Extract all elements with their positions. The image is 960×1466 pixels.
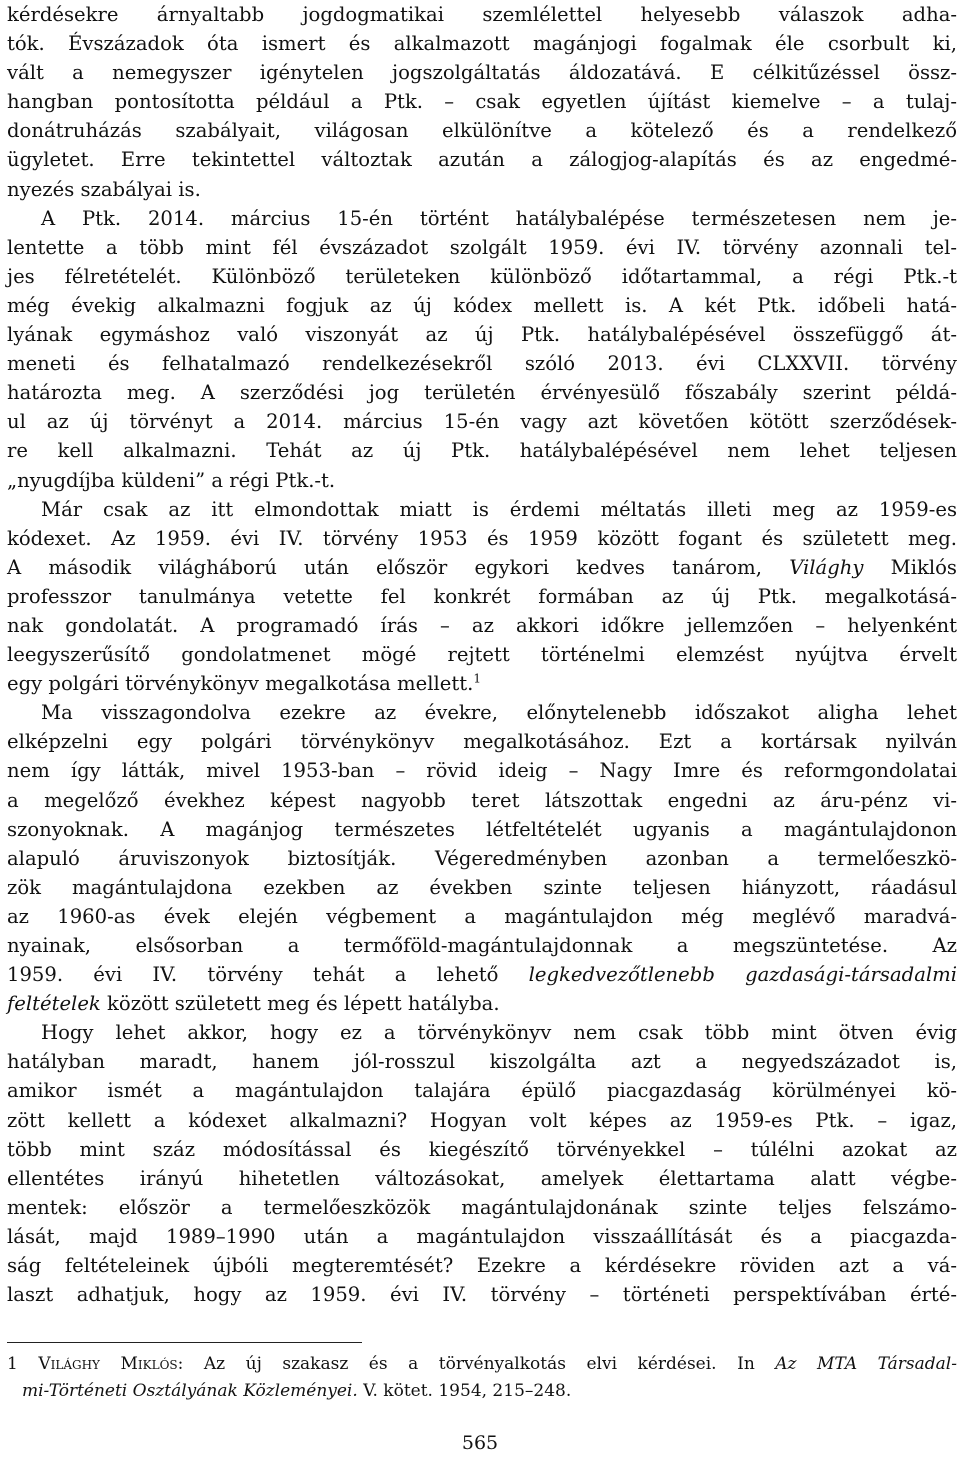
text-line: feltételek között született meg és lépett hatályba. — [7, 992, 500, 1016]
text-line: mentek: először a termelőeszközök magántulajdonának szinte teljes felszámo- — [7, 1195, 957, 1219]
footnote-title: Az új szakasz és a törvényalkotás elvi kérdései. In — [183, 1354, 776, 1374]
text-line: 1959. évi IV. törvény tehát a lehető legkedvezőtlenebb gazdasági-társadalmi — [7, 963, 958, 987]
text-line: ul az új törvényt a 2014. március 15-én vagy azt követően kötött szerződések- — [7, 410, 957, 434]
text-line: lyának egymáshoz való viszonyát az új Ptk. hatálybalépésével összefüggő át- — [7, 323, 957, 347]
text-line: határozta meg. A szerződési jog területén érvényesülő főszabály szerint példá- — [7, 381, 957, 405]
footnote-line-2 — [7, 1378, 957, 1405]
footnote-journal-start: Az MTA Társadal- — [775, 1354, 957, 1374]
text-line: még évekig alkalmazni fogjuk az új kódex mellett is. A két Ptk. időbeli hatá- — [7, 293, 957, 317]
body-text — [7, 0, 957, 1309]
text-line: laszt adhatjuk, hogy az 1959. évi IV. törvény – történeti perspektívában érté- — [7, 1283, 957, 1307]
footnote-line-1 — [7, 1351, 957, 1378]
footnote-author: Világhy Miklós: — [38, 1354, 184, 1374]
text-line: nem így látták, mivel 1953-ban – rövid ideig – Nagy Imre és reformgondolatai — [7, 759, 957, 783]
text-line: jes félretételét. Különböző területeken különböző időtartammal, a régi Ptk.-t — [7, 264, 957, 288]
text-line: szonyoknak. A magánjog természetes létfeltételét ugyanis a magántulajdonon — [7, 817, 957, 841]
text-line: nyezés szabályai is. — [7, 177, 201, 201]
text-line: alapuló áruviszonyok biztosítják. Végeredményben azonban a termelőeszkö- — [7, 846, 957, 870]
text-line: nyainak, elsősorban a termőföld-magántulajdonnak a megszüntetése. Az — [7, 934, 957, 957]
text-line: egy polgári törvénykönyv megalkotása mellett.$^1$ — [7, 671, 481, 696]
text-line: Ma visszagondolva ezekre az évekre, előnytelenebb időszakot aligha lehet — [41, 701, 957, 725]
text-line: az 1960-as évek elején végbement a magántulajdon még meglévő maradvá- — [7, 904, 957, 928]
text-line: ság feltételeinek újbóli megteremtését? Ezekre a kérdésekre röviden azt a vá- — [7, 1254, 957, 1278]
text-line: zött kellett a kódexet alkalmazni? Hogyan volt képes az 1959-es Ptk. – igaz, — [7, 1108, 957, 1132]
page-number: 565 — [461, 1432, 499, 1454]
text-line: zök magántulajdona ezekben az években szinte teljesen hiányzott, ráadásul — [7, 875, 957, 899]
text-line: hatályban maradt, hanem jól-rosszul kiszolgálta azt a negyedszázadot is, — [7, 1050, 957, 1074]
text-line: lentette a több mint fél évszázadot szolgált 1959. évi IV. törvény azonnali tel- — [7, 235, 957, 259]
text-line: kérdésekre árnyaltabb jogdogmatikai szemlélettel helyesebb válaszok adha- — [7, 3, 957, 26]
text-line: elképzelni egy polgári törvénykönyv megalkotásához. Ezt a kortársak nyilván — [7, 730, 957, 754]
text-line: A második világháború után először egykori kedves tanárom, Világhy Miklós — [7, 555, 957, 579]
text-line: Már csak az itt elmondottak miatt is érdemi méltatás illeti meg az 1959-es — [41, 497, 957, 521]
text-line: meneti és felhatalmazó rendelkezésekről szóló 2013. évi CLXXVII. törvény — [7, 352, 957, 376]
text-line: hangban pontosította például a Ptk. – csak egyetlen újítást kiemelve – a tulaj- — [7, 90, 957, 114]
footnote — [7, 1351, 957, 1405]
text-line: kódexet. Az 1959. évi IV. törvény 1953 és 1959 között fogant és született meg. — [7, 526, 957, 550]
text-line: Hogy lehet akkor, hogy ez a törvénykönyv nem csak több mint ötven évig — [41, 1021, 957, 1045]
text-line: a megelőző évekhez képest nagyobb teret látszottak engedni az áru-pénz vi- — [7, 788, 957, 812]
footnote-number: 1 — [7, 1354, 18, 1374]
text-line: lását, majd 1989–1990 után a magántulajdon visszaállítását és a piacgazda- — [7, 1224, 957, 1248]
text-line: ügyletet. Erre tekintettel változtak azután a zálogjog-alapítás és az engedmé- — [7, 148, 957, 172]
text-line: vált a nemegyszer igénytelen jogszolgáltatás áldozatává. E célkitűzéssel össz- — [7, 61, 957, 85]
text-line: donátruházás szabályait, világosan elkülönítve a kötelező és a rendelkező — [7, 119, 957, 143]
footnote-separator — [7, 1342, 362, 1343]
text-line: re kell alkalmazni. Tehát az új Ptk. hatálybalépésével nem lehet teljesen — [7, 439, 957, 463]
text-line: nak gondolatát. A programadó írás – az akkori időkre jellemzően – helyenként — [7, 613, 957, 637]
text-line: professzor tanulmánya vetette fel konkrét formában az új Ptk. megalkotásá- — [7, 584, 957, 608]
footnote-journal-end: mi-Történeti Osztályának Közleményei. — [22, 1381, 358, 1401]
text-line: több mint száz módosítással és kiegészítő törvényekkel – túlélni azokat az — [7, 1137, 957, 1161]
text-line: A Ptk. 2014. március 15-én történt hatálybalépése természetesen nem je- — [41, 206, 957, 230]
text-line: tók. Évszázadok óta ismert és alkalmazott magánjogi fogalmak éle csorbult ki, — [7, 32, 957, 56]
text-line: „nyugdíjba küldeni” a régi Ptk.-t. — [7, 468, 336, 492]
footnote-reference: 1 — [473, 671, 481, 686]
text-line: ellentétes irányú hihetetlen változásokat, amelyek élettartama alatt végbe- — [7, 1166, 957, 1190]
text-line: amikor ismét a magántulajdon talajára épülő piacgazdaság körülményei kö- — [7, 1079, 957, 1103]
footnote-citation: V. kötet. 1954, 215–248. — [357, 1381, 572, 1401]
text-line: leegyszerűsítő gondolatmenet mögé rejtett történelmi elemzést nyújtva érvelt — [7, 643, 957, 667]
